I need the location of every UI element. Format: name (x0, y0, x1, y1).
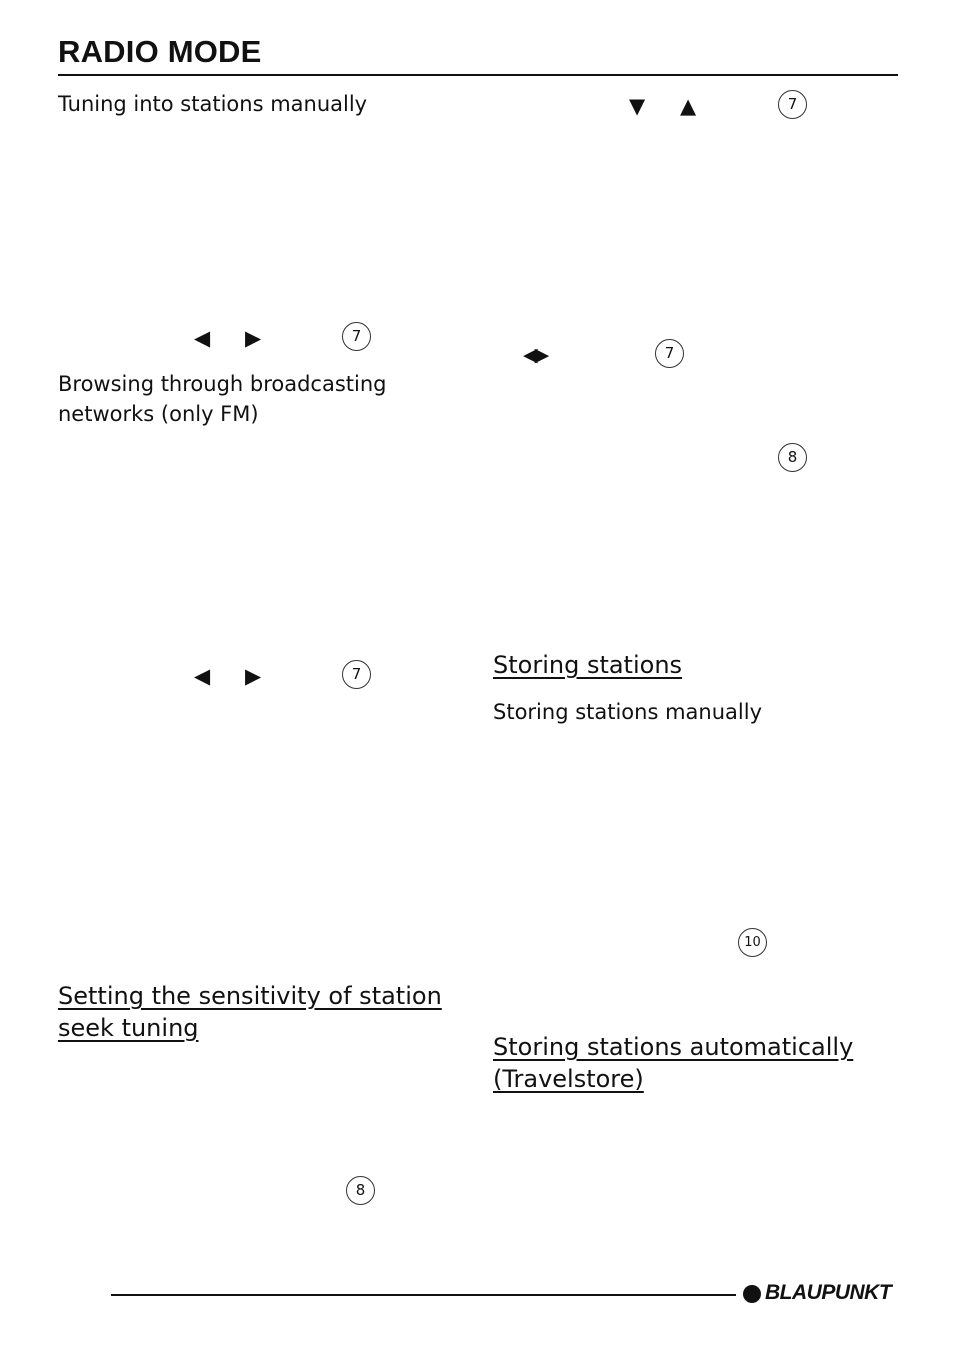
right-arrow-icon: ▶ (245, 664, 262, 688)
section-sensitivity-line2: seek tuning (58, 1014, 199, 1042)
title-rule (58, 74, 898, 76)
reference-number-7: 7 (342, 660, 371, 689)
footer-rule (111, 1294, 736, 1296)
left-right-arrows-icon: ◀▶ (523, 344, 547, 366)
subhead-manual-tuning: Tuning into stations manually (58, 92, 368, 116)
right-arrow-icon: ▶ (245, 326, 262, 350)
reference-number-7: 7 (778, 90, 807, 119)
section-storing-auto-line1: Storing stations automatically (493, 1033, 854, 1061)
section-storing-auto-line2: (Travelstore) (493, 1065, 644, 1093)
reference-number-7: 7 (342, 322, 371, 351)
page-title: RADIO MODE (58, 34, 262, 69)
subhead-browsing-line2: networks (only FM) (58, 402, 259, 426)
brand-logo: BLAUPUNKT (765, 1281, 892, 1304)
subhead-browsing-line1: Browsing through broadcasting (58, 372, 387, 396)
left-arrow-icon: ◀ (194, 326, 211, 350)
reference-number-10: 10 (738, 928, 767, 957)
up-arrow-icon: ▲ (680, 94, 697, 118)
subhead-storing-manually: Storing stations manually (493, 700, 762, 724)
reference-number-8: 8 (778, 443, 807, 472)
left-arrow-icon: ◀ (194, 664, 211, 688)
brand-dot-icon (743, 1285, 761, 1303)
down-arrow-icon: ▼ (629, 94, 646, 118)
reference-number-7: 7 (655, 339, 684, 368)
section-storing-stations: Storing stations (493, 651, 683, 679)
section-sensitivity-line1: Setting the sensitivity of station (58, 982, 442, 1010)
reference-number-8: 8 (346, 1176, 375, 1205)
